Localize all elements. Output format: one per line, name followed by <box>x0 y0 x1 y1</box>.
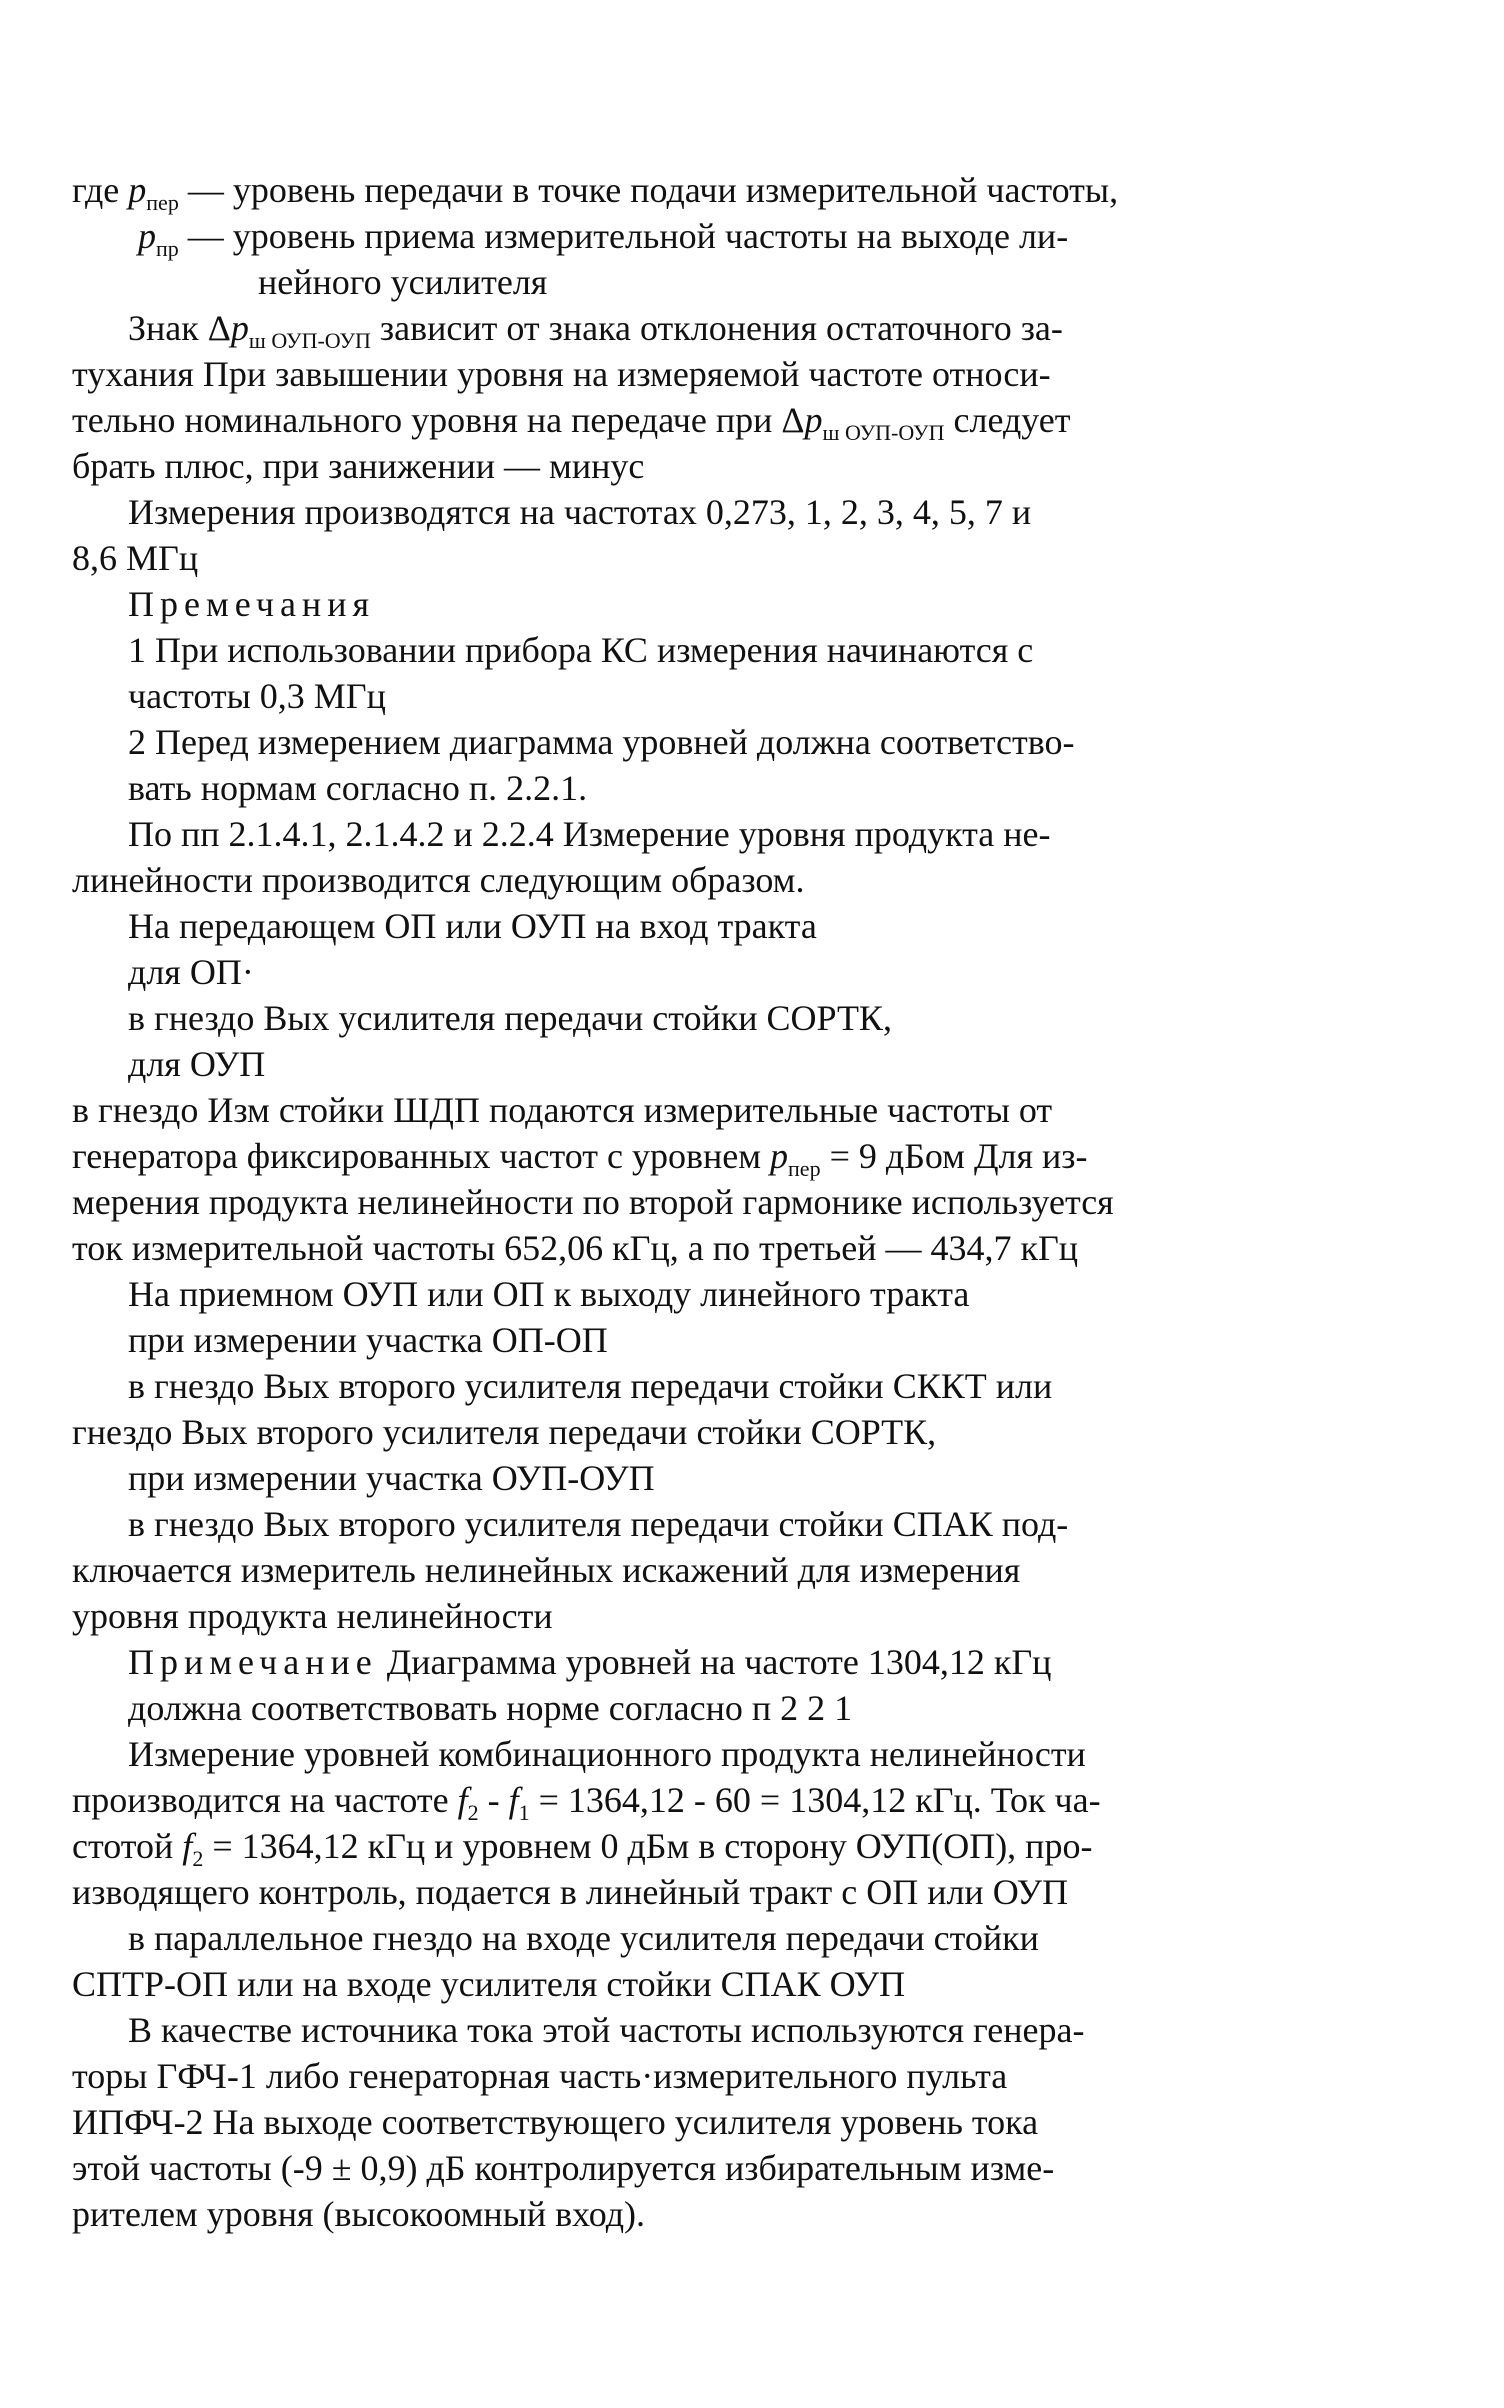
paragraph-line: при измерении участка ОП-ОП <box>128 1320 608 1360</box>
paragraph-line: для ОП· <box>128 952 254 992</box>
paragraph-line: этой частоты (-9 ± 0,9) дБ контролируется избирательным изме- <box>72 2148 1055 2188</box>
note-line: Примечание Диаграмма уровней на частоте 1304,12 кГц <box>128 1642 1052 1682</box>
paragraph-line: в гнездо Вых усилителя передачи стойки СОРТК, <box>128 998 892 1038</box>
note-line: 2 Перед измерением диаграмма уровней должна соответство- <box>128 722 1075 762</box>
paragraph-line: тухания При завышении уровня на измеряемой частоте относи- <box>72 354 1051 394</box>
paragraph-line: уровня продукта нелинейности <box>72 1596 553 1636</box>
paragraph-line: Измерения производятся на частотах 0,273, 1, 2, 3, 4, 5, 7 и <box>128 492 1032 532</box>
definition-line: нейного усилителя <box>258 262 548 302</box>
paragraph-line: 8,6 МГц <box>72 538 199 578</box>
paragraph-line: линейности производится следующим образом. <box>72 860 805 900</box>
paragraph-line: стотой $f_2 = 1364,12$ кГц и уровнем 0 дБм в сторону ОУП(ОП), про- <box>72 1826 1093 1871</box>
note-label: Примечание <box>128 1642 378 1682</box>
note-line: вать нормам согласно п. 2.2.1. <box>128 768 588 808</box>
paragraph-line: в гнездо Вых второго усилителя передачи стойки СПАК под- <box>128 1504 1069 1544</box>
paragraph-line: СПТР-ОП или на входе усилителя стойки СПАК ОУП <box>72 1964 906 2004</box>
paragraph-line: ток измерительной частоты 652,06 кГц, а по третьей — 434,7 кГц <box>72 1228 1079 1268</box>
paragraph-line: мерения продукта нелинейности по второй гармонике используется <box>72 1182 1114 1222</box>
paragraph-line: ключается измеритель нелинейных искажений для измерения <box>72 1550 1021 1590</box>
paragraph-line: брать плюс, при занижении — минус <box>72 446 645 486</box>
note-line: частоты 0,3 МГц <box>128 676 386 716</box>
note-line: 1 При использовании прибора КС измерения начинаются с <box>128 630 1034 670</box>
paragraph-line: Знак $\Delta p_{ш ОУП-ОУП}$ зависит от знака отклонения остаточного за- <box>128 308 1063 353</box>
paragraph-line: торы ГФЧ-1 либо генераторная часть·измерительного пульта <box>72 2056 1008 2096</box>
paragraph-line: генератора фиксированных частот с уровнем $p_{пер} = 9$ дБом Для из- <box>72 1136 1088 1181</box>
paragraph-line: в гнездо Изм стойки ШДП подаются измерительные частоты от <box>72 1090 1053 1130</box>
notes-heading: Премечания <box>128 584 376 624</box>
paragraph-line: тельно номинального уровня на передаче при $\Delta p_{ш ОУП-ОУП}$ следует <box>72 400 1071 445</box>
paragraph-line: На передающем ОП или ОУП на вход тракта <box>128 906 817 946</box>
paragraph-line: рителем уровня (высокоомный вход). <box>72 2194 646 2234</box>
paragraph-line: изводящего контроль, подается в линейный тракт с ОП или ОУП <box>72 1872 1069 1912</box>
paragraph-line: По пп 2.1.4.1, 2.1.4.2 и 2.2.4 Измерение уровня продукта не- <box>128 814 1051 854</box>
paragraph-line: производится на частоте $f_2 - f_1 = 1364,12 - 60 = 1304,12$ кГц. Ток ча- <box>72 1780 1101 1825</box>
paragraph-line: гнездо Вых второго усилителя передачи стойки СОРТК, <box>72 1412 937 1452</box>
paragraph-line: в параллельное гнездо на входе усилителя передачи стойки <box>128 1918 1039 1958</box>
paragraph-line: в гнездо Вых второго усилителя передачи стойки СККТ или <box>128 1366 1053 1406</box>
paragraph-line: при измерении участка ОУП-ОУП <box>128 1458 655 1498</box>
paragraph-line: На приемном ОУП или ОП к выходу линейного тракта <box>128 1274 970 1314</box>
definition-line: где $p_{пер}$ — уровень передачи в точке подачи измерительной частоты, <box>72 170 1119 215</box>
note-line: должна соответствовать норме согласно п 2 2 1 <box>128 1688 853 1728</box>
paragraph-line: для ОУП <box>128 1044 266 1084</box>
paragraph-line: ИПФЧ-2 На выходе соответствующего усилителя уровень тока <box>72 2102 1039 2142</box>
paragraph-line: В качестве источника тока этой частоты используются генера- <box>128 2010 1085 2050</box>
definition-line: $p_{пр}$ — уровень приема измерительной частоты на выходе ли- <box>138 216 1069 261</box>
paragraph-line: Измерение уровней комбинационного продукта нелинейности <box>128 1734 1086 1774</box>
